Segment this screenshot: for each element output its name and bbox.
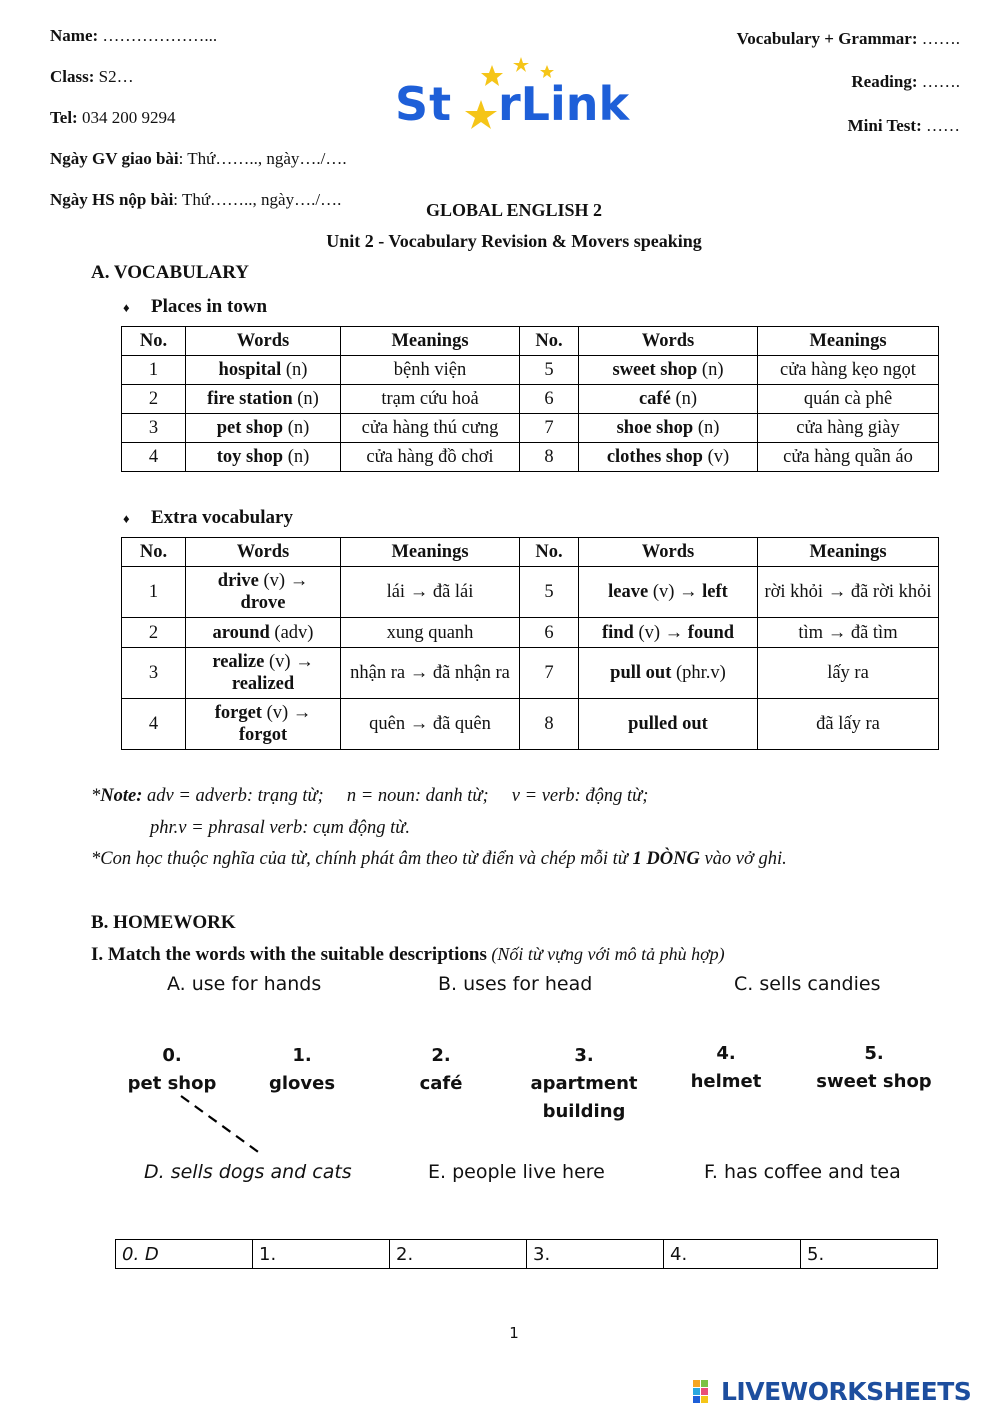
cell-meaning: quán cà phê (758, 385, 939, 414)
cell-word: pulled out (579, 699, 758, 750)
table-row (122, 414, 939, 443)
cell-no: 4 (122, 699, 186, 750)
col-header: No. (520, 327, 579, 356)
starlink-logo (395, 55, 645, 140)
match-word-2[interactable]: 2. café (419, 1045, 463, 1094)
cell-meaning: tìm → đã tìm (758, 618, 939, 648)
match-word-0[interactable]: 0. pet shop (127, 1045, 217, 1094)
answer-cell-2[interactable]: 2. (390, 1240, 527, 1269)
cell-word: fire station (n) (186, 385, 341, 414)
cell-meaning: cửa hàng giày (758, 414, 939, 443)
diamond-bullet-icon: ♦ (123, 511, 130, 526)
cell-word: drive (v) → drove (186, 567, 341, 618)
cell-word: pull out (phr.v) (579, 648, 758, 699)
cell-no: 2 (122, 385, 186, 414)
cell-no: 7 (520, 648, 579, 699)
cell-word: forget (v) → forgot (186, 699, 341, 750)
col-header: Words (186, 538, 341, 567)
exercise-title: I. Match the words with the suitable descriptions (Nối từ vựng với mô tả phù hợp) (91, 944, 725, 965)
cell-no: 8 (520, 443, 579, 472)
match-word-5[interactable]: 5. sweet shop (816, 1043, 932, 1092)
cell-no: 7 (520, 414, 579, 443)
logo-text-left: St (395, 77, 453, 131)
cell-meaning: trạm cứu hoả (341, 385, 520, 414)
cell-word: find (v) → found (579, 618, 758, 648)
desc-f[interactable]: F. has coffee and tea (704, 1161, 901, 1183)
section-b-heading: B. HOMEWORK (91, 912, 236, 933)
liveworksheets-icon (693, 1380, 717, 1404)
cell-meaning: lấy ra (758, 648, 939, 699)
cell-meaning: bệnh viện (341, 356, 520, 385)
col-header: No. (520, 538, 579, 567)
logo-text-right: rLink (498, 77, 630, 131)
score-reading: Reading: ……. (851, 72, 960, 91)
col-header: Meanings (341, 538, 520, 567)
cell-word: clothes shop (v) (579, 443, 758, 472)
liveworksheets-logo (693, 1377, 971, 1406)
cell-no: 3 (122, 414, 186, 443)
answer-cell-3[interactable]: 3. (527, 1240, 664, 1269)
cell-no: 5 (520, 567, 579, 618)
col-header: Words (579, 327, 758, 356)
table-row (116, 1240, 938, 1269)
example-match-line (175, 1092, 270, 1160)
assign-date-line: Ngày GV giao bài: Thứ…….., ngày…./…. (50, 149, 347, 168)
cell-word: realize (v) → realized (186, 648, 341, 699)
doc-subtitle: Unit 2 - Vocabulary Revision & Movers speaking (326, 231, 702, 251)
cell-no: 3 (122, 648, 186, 699)
table-row (122, 356, 939, 385)
name-line: Name: ………………... (50, 26, 218, 45)
desc-e[interactable]: E. people live here (428, 1161, 605, 1183)
match-word-1[interactable]: 1. gloves (268, 1045, 336, 1094)
cell-meaning: xung quanh (341, 618, 520, 648)
cell-meaning: nhận ra → đã nhận ra (341, 648, 520, 699)
doc-title: GLOBAL ENGLISH 2 (425, 200, 603, 220)
cell-no: 5 (520, 356, 579, 385)
places-table (121, 326, 939, 472)
note-line-1: *Note: adv = adverb: trạng từ; n = noun: danh từ; v = verb: động từ; (91, 786, 649, 806)
cell-no: 1 (122, 356, 186, 385)
class-line: Class: S2… (50, 67, 134, 86)
cell-word: café (n) (579, 385, 758, 414)
liveworksheets-text: LIVEWORKSHEETS (721, 1377, 972, 1406)
score-mini-test: Mini Test: …… (847, 116, 960, 135)
table-row (122, 385, 939, 414)
col-header: No. (122, 538, 186, 567)
submit-date-line: Ngày HS nộp bài: Thứ…….., ngày…./…. (50, 190, 342, 209)
cell-word: around (adv) (186, 618, 341, 648)
desc-b[interactable]: B. uses for head (438, 973, 593, 995)
cell-word: leave (v) → left (579, 567, 758, 618)
cell-meaning: cửa hàng kẹo ngọt (758, 356, 939, 385)
cell-word: toy shop (n) (186, 443, 341, 472)
cell-meaning: cửa hàng thú cưng (341, 414, 520, 443)
answer-cell-0: 0. D (116, 1240, 253, 1269)
score-vocab-grammar: Vocabulary + Grammar: ……. (736, 29, 960, 48)
col-header: Meanings (758, 327, 939, 356)
note-line-2: phr.v = phrasal verb: cụm động từ. (150, 818, 410, 838)
desc-d[interactable]: D. sells dogs and cats (144, 1161, 352, 1183)
note-line-3: *Con học thuộc nghĩa của từ, chính phát âm theo từ điển và chép mỗi từ 1 DÒNG vào vở ghi. (91, 849, 787, 869)
col-header: Meanings (341, 327, 520, 356)
cell-meaning: đã lấy ra (758, 699, 939, 750)
diamond-bullet-icon: ♦ (123, 300, 130, 315)
cell-meaning: rời khỏi → đã rời khỏi (758, 567, 939, 618)
table-row (122, 648, 939, 699)
col-header: Words (579, 538, 758, 567)
table-row (122, 567, 939, 618)
answer-cell-5[interactable]: 5. (801, 1240, 938, 1269)
cell-meaning: quên → đã quên (341, 699, 520, 750)
match-word-4[interactable]: 4. helmet (690, 1043, 762, 1092)
table-header-row (122, 538, 939, 567)
cell-meaning: cửa hàng quần áo (758, 443, 939, 472)
cell-no: 8 (520, 699, 579, 750)
answer-cell-4[interactable]: 4. (664, 1240, 801, 1269)
col-header: Meanings (758, 538, 939, 567)
cell-no: 6 (520, 385, 579, 414)
cell-meaning: lái → đã lái (341, 567, 520, 618)
answer-cell-1[interactable]: 1. (253, 1240, 390, 1269)
page-number: 1 (509, 1324, 519, 1342)
answer-table (115, 1239, 938, 1269)
cell-meaning: cửa hàng đồ chơi (341, 443, 520, 472)
table-header-row (122, 327, 939, 356)
cell-word: shoe shop (n) (579, 414, 758, 443)
tel-line: Tel: 034 200 9294 (50, 108, 176, 127)
col-header: No. (122, 327, 186, 356)
cell-no: 6 (520, 618, 579, 648)
cell-word: hospital (n) (186, 356, 341, 385)
cell-no: 2 (122, 618, 186, 648)
table-row (122, 699, 939, 750)
match-word-3[interactable]: 3. apartment building (530, 1045, 638, 1122)
places-heading: ♦ Places in town (123, 296, 268, 317)
extra-heading: ♦ Extra vocabulary (123, 507, 293, 528)
cell-no: 1 (122, 567, 186, 618)
table-row (122, 443, 939, 472)
desc-c[interactable]: C. sells candies (734, 973, 881, 995)
cell-no: 4 (122, 443, 186, 472)
desc-a[interactable]: A. use for hands (167, 973, 322, 995)
table-row (122, 618, 939, 648)
extra-table (121, 537, 939, 750)
col-header: Words (186, 327, 341, 356)
cell-word: pet shop (n) (186, 414, 341, 443)
cell-word: sweet shop (n) (579, 356, 758, 385)
section-a-heading: A. VOCABULARY (91, 262, 250, 283)
